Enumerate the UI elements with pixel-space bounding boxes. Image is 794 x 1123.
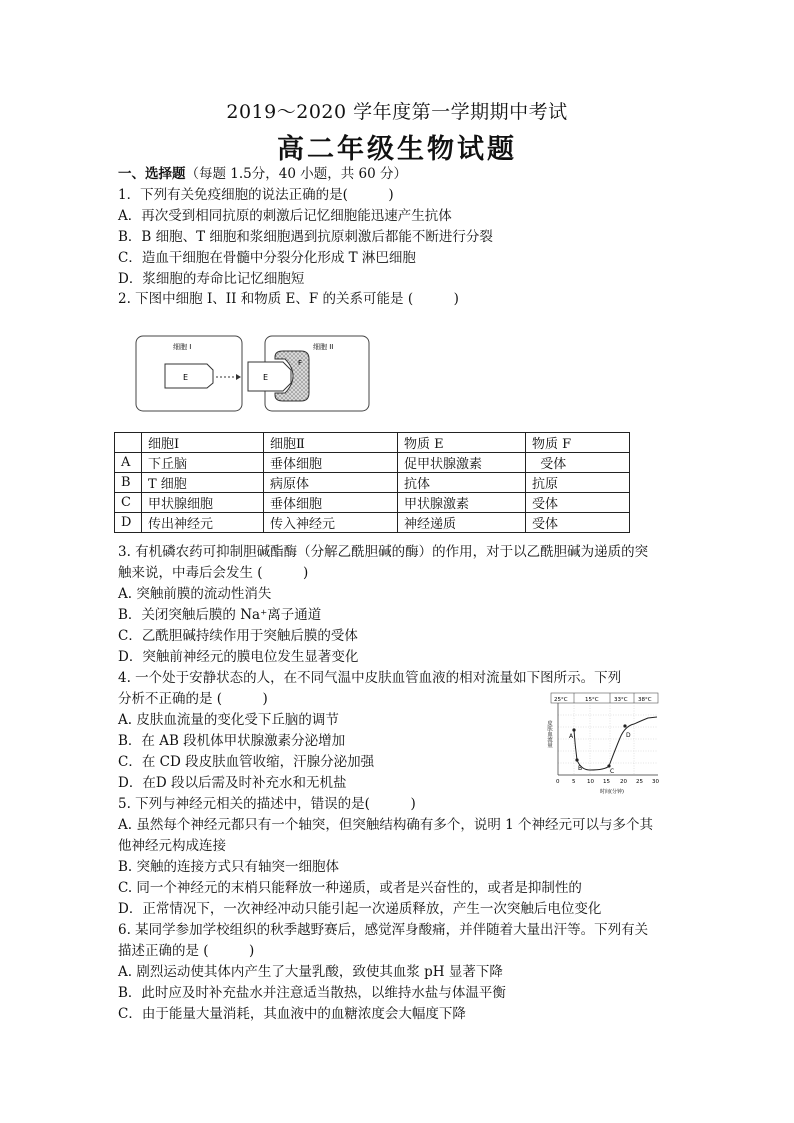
x-tick: 15 bbox=[603, 779, 610, 785]
section-heading bbox=[118, 164, 407, 184]
table-cell: C bbox=[115, 493, 142, 513]
q3-option-a: A. 突触前膜的流动性消失 bbox=[118, 586, 272, 602]
substance-e-bound bbox=[248, 362, 291, 391]
table-cell: 传入神经元 bbox=[264, 513, 398, 533]
section-note: （每题 1.5分，40 小题，共 60 分） bbox=[185, 166, 407, 182]
q4-stem-line2: 分析不正确的是 ( ) bbox=[118, 691, 268, 707]
q4-option-d: D．在D 段以后需及时补充水和无机盐 bbox=[118, 775, 347, 791]
table-row bbox=[115, 473, 630, 493]
exam-title: 2019～2020 学年度第一学期期中考试 bbox=[226, 101, 568, 123]
point-c-label: C bbox=[610, 768, 615, 775]
blood-flow-curve bbox=[574, 717, 657, 770]
q1-stem: 1．下列有关免疫细胞的说法正确的是( ) bbox=[118, 187, 394, 203]
q4-blood-flow-graph bbox=[545, 690, 665, 802]
temp-label-15: 15°C bbox=[585, 697, 599, 703]
q6-option-b: B．此时应及时补充盐水并注意适当散热，以维持水盐与体温平衡 bbox=[118, 985, 506, 1001]
q5-option-a-line1: A. 虽然每个神经元都只有一个轴突，但突触结构确有多个，说明 1 个神经元可以与多个其 bbox=[118, 817, 654, 833]
y-axis-label: 皮肤血流量 bbox=[546, 720, 552, 748]
q4-stem-line1: 4. 一个处于安静状态的人，在不同气温中皮肤血管血液的相对流量如下图所示。下列 bbox=[118, 670, 622, 686]
table-cell: 甲状腺激素 bbox=[398, 493, 526, 513]
table-cell: D bbox=[115, 513, 142, 533]
table-cell: 下丘脑 bbox=[142, 453, 264, 473]
q4-option-a: A. 皮肤血流量的变化受下丘脑的调节 bbox=[118, 712, 339, 728]
table-cell: 促甲状腺激素 bbox=[398, 453, 526, 473]
q6-stem-line2: 描述正确的是 ( ) bbox=[118, 943, 255, 959]
table-header-cell bbox=[115, 433, 142, 453]
q2-options-table bbox=[114, 432, 630, 533]
table-cell: 受体 bbox=[526, 493, 630, 513]
section-title: 一、选择题 bbox=[118, 166, 186, 182]
substance-e-label-2: E bbox=[263, 373, 269, 382]
x-tick: 20 bbox=[620, 779, 627, 785]
q3-option-d: D．突触前神经元的膜电位发生显著变化 bbox=[118, 649, 359, 665]
x-axis-label: 时间(分钟) bbox=[600, 789, 624, 795]
table-cell: 受体 bbox=[526, 453, 630, 473]
x-tick: 5 bbox=[572, 779, 576, 785]
point-d-marker bbox=[623, 724, 626, 727]
q5-option-b: B. 突触的连接方式只有轴突一细胞体 bbox=[118, 859, 340, 875]
q1-option-b: B．B 细胞、T 细胞和浆细胞遇到抗原刺激后都能不断进行分裂 bbox=[118, 229, 493, 245]
table-header-cell: 细胞Ⅰ bbox=[142, 433, 264, 453]
table-cell: 抗原 bbox=[526, 473, 630, 493]
table-cell: 病原体 bbox=[264, 473, 398, 493]
temp-label-25: 25°C bbox=[554, 697, 568, 703]
table-cell: 垂体细胞 bbox=[264, 493, 398, 513]
q2-cell-diagram bbox=[135, 335, 370, 413]
x-tick: 0 bbox=[556, 779, 560, 785]
q1-option-d: D．浆细胞的寿命比记忆细胞短 bbox=[118, 271, 305, 287]
q2-stem: 2. 下图中细胞 I、II 和物质 E、F 的关系可能是 ( ) bbox=[118, 291, 459, 307]
q6-stem-line1: 6. 某同学参加学校组织的秋季越野赛后，感觉浑身酸痛，并伴随着大量出汗等。下列有关 bbox=[118, 922, 649, 938]
point-b-marker bbox=[575, 758, 578, 761]
q4-option-c: C．在 CD 段皮肤血管收缩，汗腺分泌加强 bbox=[118, 754, 375, 770]
substance-f-label: F bbox=[298, 359, 303, 367]
table-cell: 垂体细胞 bbox=[264, 453, 398, 473]
table-row bbox=[115, 493, 630, 513]
q3-stem-line1: 3. 有机磷农药可抑制胆碱酯酶（分解乙酰胆碱的酶）的作用，对于以乙酰胆碱为递质的突 bbox=[118, 544, 649, 560]
substance-e-signal bbox=[165, 364, 213, 388]
table-cell: 抗体 bbox=[398, 473, 526, 493]
x-tick: 25 bbox=[636, 779, 643, 785]
table-cell: 甲状腺细胞 bbox=[142, 493, 264, 513]
q3-option-c: C．乙酰胆碱持续作用于突触后膜的受体 bbox=[118, 628, 358, 644]
table-header-cell: 细胞Ⅱ bbox=[264, 433, 398, 453]
point-a-label: A bbox=[569, 733, 574, 740]
point-a-marker bbox=[572, 728, 575, 731]
table-cell: T 细胞 bbox=[142, 473, 264, 493]
table-cell: A bbox=[115, 453, 142, 473]
q6-option-a: A. 剧烈运动使其体内产生了大量乳酸，致使其血浆 pH 显著下降 bbox=[118, 964, 503, 980]
table-row bbox=[115, 453, 630, 473]
table-row bbox=[115, 513, 630, 533]
q6-option-c: C．由于能量大量消耗，其血液中的血糖浓度会大幅度下降 bbox=[118, 1006, 466, 1022]
q1-option-a: A．再次受到相同抗原的刺激后记忆细胞能迅速产生抗体 bbox=[118, 208, 452, 224]
table-cell: B bbox=[115, 473, 142, 493]
table-cell: 传出神经元 bbox=[142, 513, 264, 533]
temp-label-38: 38°C bbox=[638, 697, 652, 703]
table-cell: 受体 bbox=[526, 513, 630, 533]
q5-stem: 5. 下列与神经元相关的描述中，错误的是( ) bbox=[118, 796, 416, 812]
exam-subject-title: 高二年级生物试题 bbox=[277, 134, 517, 165]
q5-option-d: D．正常情况下，一次神经冲动只能引起一次递质释放，产生一次突触后电位变化 bbox=[118, 901, 602, 917]
x-tick: 30 bbox=[652, 779, 659, 785]
substance-e-label-1: E bbox=[183, 373, 189, 382]
point-b-label: B bbox=[578, 765, 583, 772]
cell2-label: 细胞 II bbox=[313, 343, 334, 351]
table-header-cell: 物质 E bbox=[398, 433, 526, 453]
q5-option-a-line2: 他神经元构成连接 bbox=[118, 838, 226, 854]
q3-option-b: B．关闭突触后膜的 Na⁺离子通道 bbox=[118, 607, 322, 623]
table-header-row bbox=[115, 433, 630, 453]
cell1-label: 细胞 I bbox=[173, 343, 192, 351]
table-header-cell: 物质 F bbox=[526, 433, 630, 453]
temp-label-33: 33°C bbox=[614, 697, 628, 703]
point-d-label: D bbox=[626, 732, 631, 739]
x-tick: 10 bbox=[587, 779, 594, 785]
table-cell: 神经递质 bbox=[398, 513, 526, 533]
q5-option-c: C. 同一个神经元的末梢只能释放一种递质，或者是兴奋性的，或者是抑制性的 bbox=[118, 880, 582, 896]
q3-stem-line2: 触来说，中毒后会发生 ( ) bbox=[118, 565, 309, 581]
q4-option-b: B．在 AB 段机体甲状腺激素分泌增加 bbox=[118, 733, 346, 749]
q1-option-c: C．造血干细胞在骨髓中分裂分化形成 T 淋巴细胞 bbox=[118, 250, 416, 266]
